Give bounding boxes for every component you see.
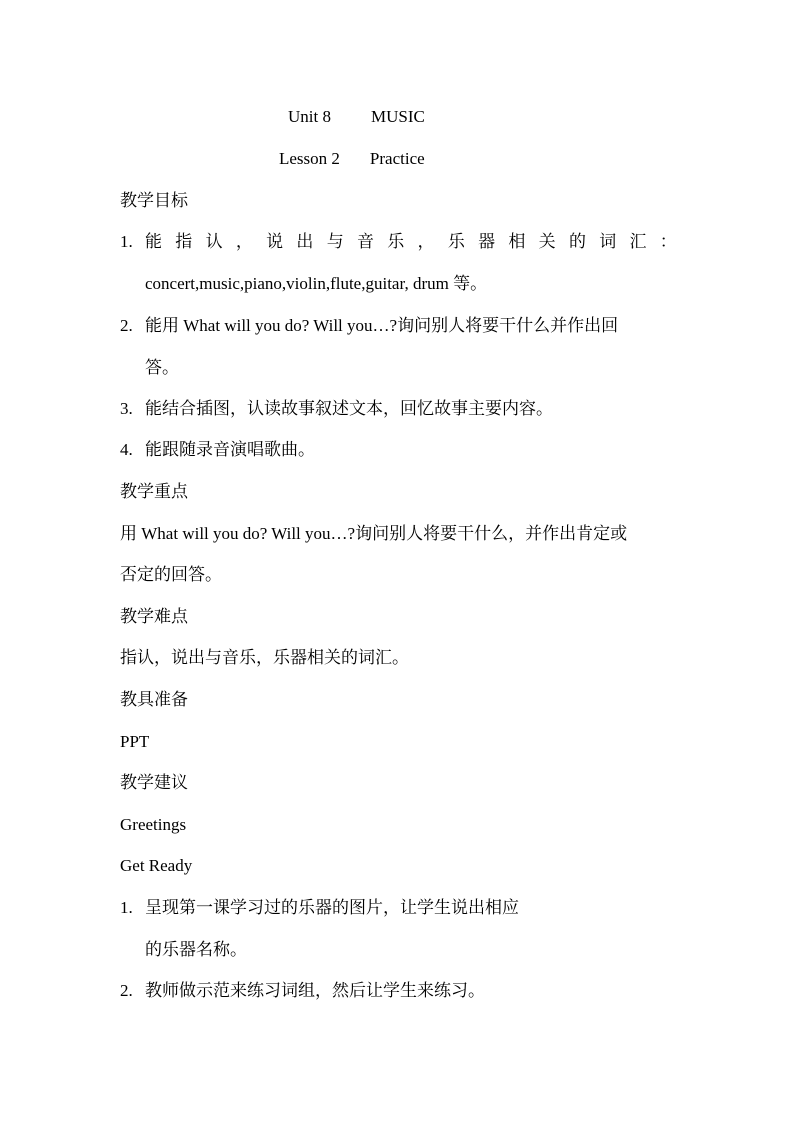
char: 的 [568, 232, 586, 251]
objective-2-number: 2. [120, 316, 133, 335]
char: 说 [266, 232, 284, 251]
char: 认 [205, 232, 223, 251]
unit-number: Unit 8 [288, 107, 331, 126]
lesson-title [279, 148, 425, 170]
objective-4-number: 4. [120, 440, 133, 459]
objective-4-line1: 能跟随录音演唱歌曲。 [145, 440, 315, 459]
lesson-number: Lesson 2 [279, 149, 340, 168]
char: ： [659, 232, 677, 251]
objectives-heading: 教学目标 [120, 191, 188, 210]
get-ready-label: Get Ready [120, 856, 193, 875]
suggestion-1-line2: 的乐器名称。 [145, 940, 247, 959]
suggestion-1-number: 1. [120, 898, 133, 917]
objective-2-line1: 能用 What will you do? Will you…?询问别人将要干什么并作出回 [145, 316, 619, 335]
char: 器 [478, 232, 496, 251]
difficulties-text: 指认，说出与音乐，乐器相关的词汇。 [120, 648, 409, 667]
greetings-label: Greetings [120, 815, 187, 834]
unit-title [288, 106, 425, 128]
objective-3-line1: 能结合插图，认读故事叙述文本，回忆故事主要内容。 [145, 399, 553, 418]
objective-1-line2: concert,music,piano,violin,flute,guitar, drum 等。 [145, 274, 488, 293]
objective-1-number: 1. [120, 232, 133, 251]
char: 能 [145, 232, 162, 251]
char: 词 [599, 232, 617, 251]
char: 乐 [387, 232, 405, 251]
char: 乐 [447, 232, 465, 251]
char: 关 [538, 232, 556, 251]
difficulties-heading: 教学难点 [120, 607, 188, 626]
materials-text: PPT [120, 732, 150, 751]
char: 相 [508, 232, 526, 251]
key-points-line2: 否定的回答。 [120, 565, 222, 584]
suggestions-heading: 教学建议 [120, 773, 188, 792]
suggestion-1-line1: 呈现第一课学习过的乐器的图片，让学生说出相应 [145, 898, 519, 917]
char: 与 [326, 232, 344, 251]
materials-heading: 教具准备 [120, 690, 188, 709]
char: 出 [296, 232, 314, 251]
objective-2-line2: 答。 [145, 358, 179, 377]
suggestion-2-number: 2. [120, 981, 133, 1000]
char: 指 [175, 232, 193, 251]
char: ， [235, 232, 253, 251]
objective-1-line1 [145, 231, 677, 253]
suggestion-2-line1: 教师做示范来练习词组，然后让学生来练习。 [145, 981, 485, 1000]
char: 汇 [629, 232, 647, 251]
char: 音 [356, 232, 374, 251]
key-points-heading: 教学重点 [120, 482, 188, 501]
objective-3-number: 3. [120, 399, 133, 418]
lesson-name: Practice [369, 149, 425, 168]
key-points-line1: 用 What will you do? Will you…?询问别人将要干什么，并作出肯定或 [120, 524, 628, 543]
char: ， [417, 232, 435, 251]
unit-name: MUSIC [370, 107, 425, 126]
